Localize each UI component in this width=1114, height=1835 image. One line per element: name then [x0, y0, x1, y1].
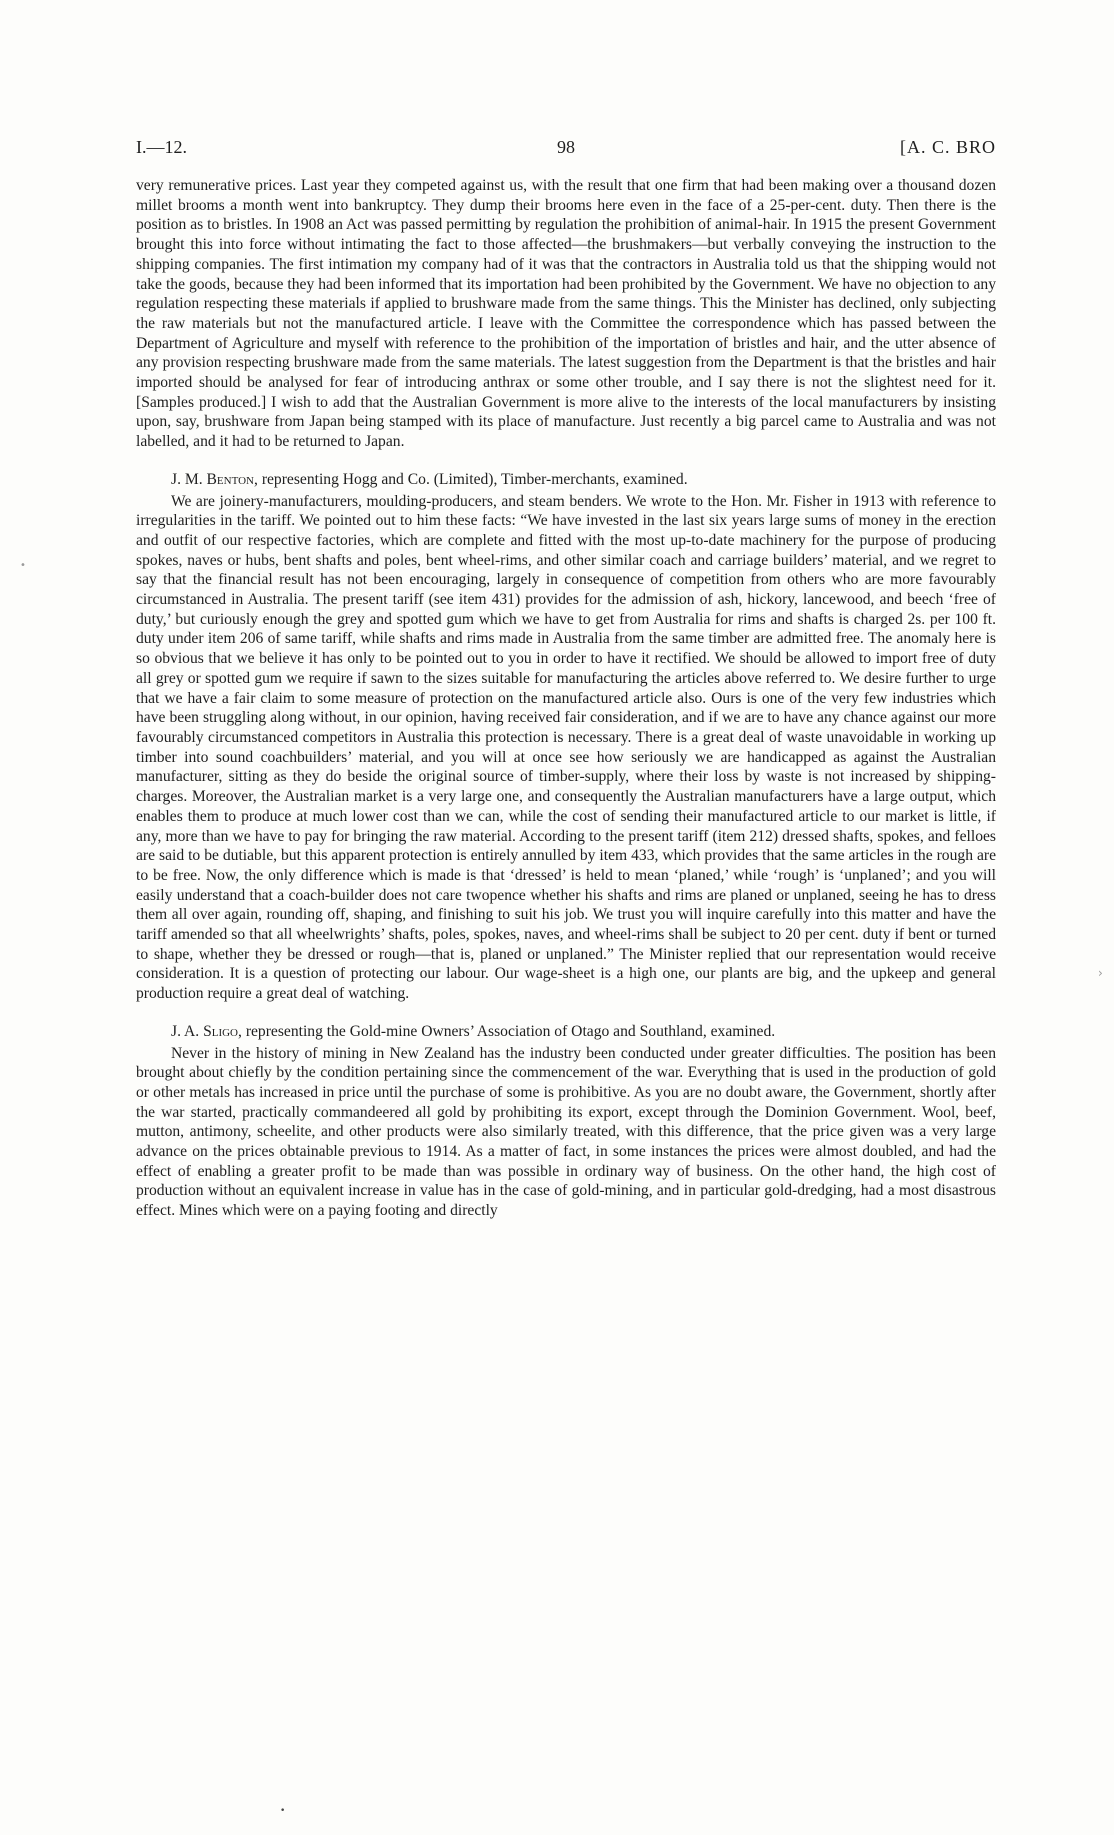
witness-reference: [A. C. BRO — [899, 137, 996, 157]
evidence-paragraph: We are joinery-manufacturers, moulding-producers, and steam benders. We wrote to the Hon. Mr. Fisher in 1913 with reference to irregularities in the tariff. We pointed out to him these facts: “We have invested in the last six years large sums of money in the erection and outfit of our respective factories, which are complete and fitted with the most up-to-date machinery for the purpose of producing spokes, naves or hubs, bent shafts and poles, bent wheel-rims, and other similar coach and carriage builders’ material, and we regret to say that the financial result has not been encouraging, largely in consequence of competition from others who are more favourably circumstanced in Australia. The present tariff (see item 431) provides for the admission of ash, hickory, lancewood, and beech ‘free of duty,’ but curiously enough the grey and spotted gum which we have to get from Australia for rims and shafts is charged 2s. per 100 ft. duty under item 206 of same tariff, while shafts and rims made in Australia from the same timber are admitted free. The anomaly here is so obvious that we believe it has only to be pointed out to you in order to have it rectified. We should be allowed to import free of duty all grey or spotted gum we require if sawn to the sizes suitable for manufacturing the articles above referred to. We desire further to urge that we have a fair claim to some measure of protection on the manufactured article also. Ours is one of the very few industries which have been struggling along without, in our opinion, having received fair consideration, and if we are to have any chance against our more favourably circumstanced competitors in Australia this protection is necessary. There is a great deal of waste unavoidable in working up timber into sound coachbuilders’ material, and you will at once see how seriously we are handicapped as against the Australian manufacturer, sitting as they do beside the original source of timber-supply, where their loss by waste is not increased by shipping-charges. Moreover, the Australian market is a very large one, and consequently the Australian manufacturers have a large output, which enables them to produce at much lower cost than we can, while the cost of sending their manufactured article to our market is little, if any, more than we have to pay for bringing the raw material. According to the present tariff (item 212) dressed shafts, spokes, and felloes are said to be dutiable, but this apparent protection is entirely annulled by item 433, which provides that the same articles in the rough are to be free. Now, the only difference which is made is that ‘dressed’ is held to mean ‘planed,’ while ‘rough’ is ‘unplaned’; and you will easily understand that a coach-builder does not care twopence whether his shafts and rims are planed or unplaned, seeing he has to dress them all over again, rounding off, shaping, and finishing to suit his job. We trust you will inquire carefully into this matter and have the tariff amended so that all wheelwrights’ shafts, poles, spokes, naves, and wheel-rims shall be subject to 20 per cent. duty if bent or turned to shape, whether they be dressed or rough—that is, planed or unplaned.” The Minister replied that our representation would receive consideration. It is a question of protecting our labour. Our wage-sheet is a high one, our plants are big, and the upkeep and general production require a great deal of watching. — [136, 492, 996, 1003]
witness-description: representing Hogg and Co. (Limited), Timber-merchants, examined. — [261, 470, 688, 488]
witness-heading — [136, 1022, 996, 1042]
witness-name: J. M. Benton, — [171, 470, 258, 488]
scan-speck: › — [1098, 966, 1103, 980]
spacer — [136, 1004, 996, 1012]
page-body — [136, 176, 996, 1221]
scan-speck: • — [280, 1806, 286, 1816]
witness-name: J. A. Sligo, — [171, 1022, 242, 1040]
paper-reference: I.—12. — [136, 137, 187, 157]
page-number: 98 — [557, 137, 575, 157]
page-header — [136, 137, 996, 161]
evidence-paragraph: Never in the history of mining in New Zealand has the industry been conducted under greater difficulties. The position has been brought about chiefly by the condition pertaining since the commencement of the war. Everything that is used in the production of gold or other metals has increased in price until the purchase of some is prohibitive. As you are no doubt aware, the Government, shortly after the war started, practically commandeered all gold by prohibiting its export, except through the Dominion Government. Wool, beef, mutton, antimony, scheelite, and other products were also similarly treated, with this difference, that the price given was a very large advance on the prices obtainable previous to 1914. As a matter of fact, in some instances the prices were almost doubled, and had the effect of enabling a greater profit to be made than was possible in ordinary way of business. On the other hand, the high cost of production without an equivalent increase in value has in the case of gold-mining, and in particular gold-dredging, had a most disastrous effect. Mines which were on a paying footing and directly — [136, 1044, 996, 1220]
spacer — [136, 452, 996, 460]
witness-description: representing the Gold-mine Owners’ Association of Otago and Southland, examined. — [245, 1022, 776, 1040]
scan-speck: • — [20, 560, 26, 571]
witness-heading — [136, 470, 996, 490]
evidence-paragraph: very remunerative prices. Last year they competed against us, with the result that one firm that had been making over a thousand dozen millet brooms a month went into bankruptcy. They dump their brooms here even in the face of a 25-per-cent. duty. Then there is the position as to bristles. In 1908 an Act was passed permitting by regulation the prohibition of animal-hair. In 1915 the present Government brought this into force without intimating the fact to those affected—the brushmakers—but verbally conveying the instruction to the shipping companies. The first intimation my company had of it was that the contractors in Australia told us that the shipping would not take the goods, because they had been informed that its importation had been prohibited by the Government. We have no objection to any regulation respecting these materials if applied to brushware made from the same things. This the Minister has declined, only subjecting the raw materials but not the manufactured article. I leave with the Committee the correspondence which has passed between the Department of Agriculture and myself with reference to the prohibition of the importation of bristles and hair, and the utter absence of any provision respecting brushware made from the same materials. The latest suggestion from the Department is that the bristles and hair imported should be analysed for fear of introducing anthrax or some other trouble, and I say there is not the slightest need for it. [Samples produced.] I wish to add that the Australian Government is more alive to the interests of the local manufacturers by insisting upon, say, brushware from Japan being stamped with its place of manufacture. Just recently a big parcel came to Australia and was not labelled, and it had to be returned to Japan. — [136, 177, 996, 451]
